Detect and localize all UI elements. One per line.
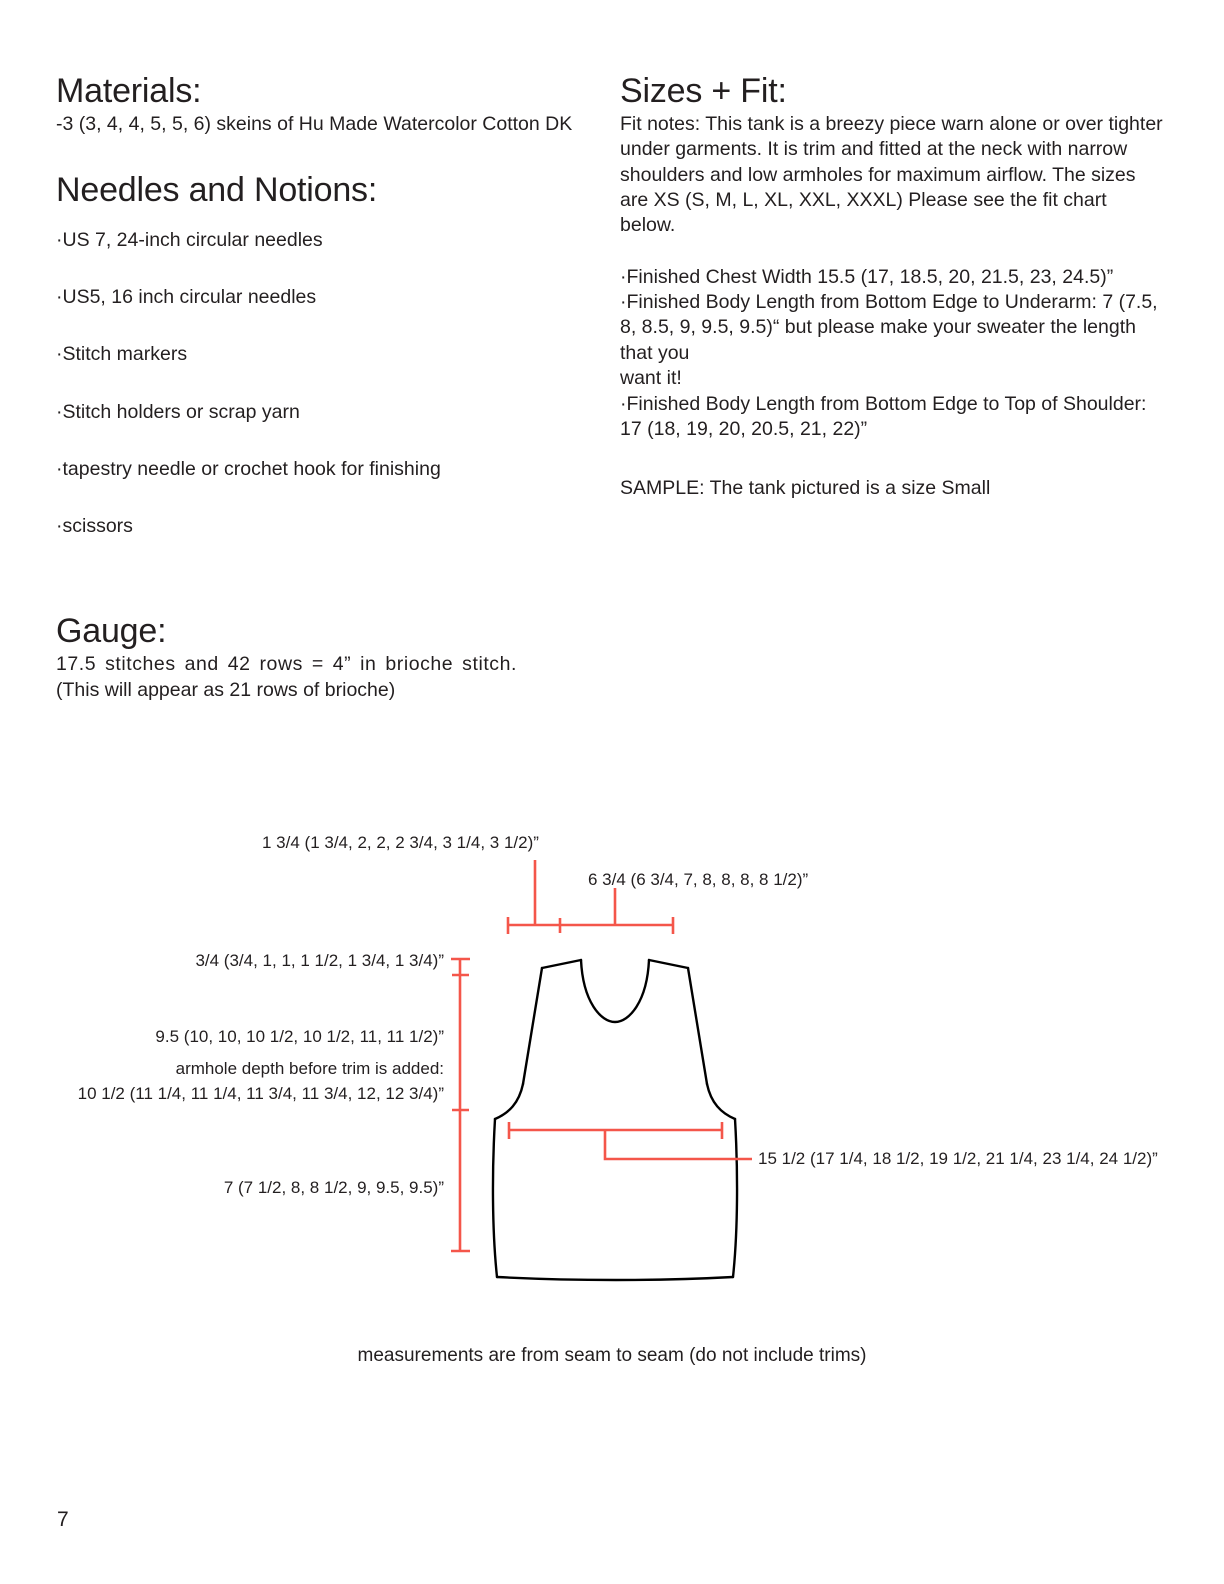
measurement-chest-width: ·Finished Chest Width 15.5 (17, 18.5, 20, 21.5, 23, 24.5)” [620, 265, 1114, 288]
spacer [56, 212, 596, 228]
measurement-body-length-shoulder: ·Finished Body Length from Bottom Edge to Top of Shoulder: 17 (18, 19, 20, 20.5, 21, 22)” [620, 392, 1147, 440]
measurement-body-length-underarm: ·Finished Body Length from Bottom Edge to Underarm: 7 (7.5, 8, 8.5, 9, 9.5, 9.5)“ but please make your sweater the length that you [620, 291, 1158, 364]
label-chest-width: 15 1/2 (17 1/4, 18 1/2, 19 1/2, 21 1/4, 23 1/4, 24 1/2)” [758, 1149, 1158, 1168]
label-armhole-depth-raw: 10 1/2 (11 1/4, 11 1/4, 11 3/4, 11 3/4, 12, 12 3/4)” [77, 1084, 444, 1103]
left-column [56, 72, 596, 572]
sizes-fit-heading: Sizes + Fit: [620, 72, 787, 110]
label-neck-width: 6 3/4 (6 3/4, 7, 8, 8, 8, 8 1/2)” [588, 870, 809, 889]
label-body-length: 7 (7 1/2, 8, 8 1/2, 9, 9.5, 9.5)” [223, 1178, 444, 1197]
garment-left-side-upper [523, 968, 542, 1084]
sample-note: SAMPLE: The tank pictured is a size Small [620, 477, 991, 500]
list-item: ·Stitch markers [56, 343, 188, 366]
list-item: ·tapestry needle or crochet hook for finishing [56, 457, 441, 480]
label-shoulder-slope: 3/4 (3/4, 1, 1, 1 1/2, 1 3/4, 1 3/4)” [195, 951, 444, 970]
gauge-line-1: 17.5 stitches and 42 rows = 4” in brioche stitch. [56, 653, 517, 676]
garment-right-shoulder [649, 960, 688, 968]
spacer [620, 442, 1165, 476]
fit-notes-text: Fit notes: This tank is a breezy piece warn alone or over tighter under garments. It is trim and fitted at the neck with narrow shoulders and low armholes for maximum airflow. The sizes are XS (S, M, L, XL, XXL, XXXL) Please see the fit chart below. [620, 113, 1163, 237]
materials-heading: Materials: [56, 72, 202, 110]
garment-right-body-side [733, 1119, 737, 1277]
label-armhole-depth-finished: 9.5 (10, 10, 10 1/2, 10 1/2, 11, 11 1/2)” [155, 1027, 444, 1046]
schematic-caption: measurements are from seam to seam (do not include trims) [357, 1345, 867, 1366]
garment-hem [497, 1277, 733, 1280]
label-shoulder-width: 1 3/4 (1 3/4, 2, 2, 2 3/4, 3 1/4, 3 1/2)” [262, 833, 539, 852]
garment-right-side-upper [688, 968, 707, 1084]
garment-left-armhole [495, 1084, 523, 1119]
chest-width-leader [605, 1130, 752, 1159]
spacer [620, 239, 1165, 265]
gauge-heading: Gauge: [56, 612, 167, 650]
spacer [56, 137, 596, 171]
materials-text: -3 (3, 4, 4, 5, 5, 6) skeins of Hu Made Watercolor Cotton DK [56, 113, 573, 136]
list-item: ·US 7, 24-inch circular needles [56, 228, 323, 251]
page-number: 7 [57, 1508, 69, 1531]
list-item: ·US5, 16 inch circular needles [56, 285, 317, 308]
list-item: ·Stitch holders or scrap yarn [56, 400, 300, 423]
needles-notions-heading: Needles and Notions: [56, 171, 378, 210]
gauge-line-2: (This will appear as 21 rows of brioche) [56, 678, 396, 701]
list-item: ·scissors [56, 515, 133, 538]
garment-left-body-side [493, 1119, 497, 1277]
right-column [620, 72, 1165, 502]
garment-neckline [581, 960, 649, 1022]
garment-right-armhole [707, 1084, 735, 1119]
gauge-section [56, 612, 696, 704]
garment-left-shoulder [542, 960, 581, 968]
finished-measurements-list [620, 265, 1165, 442]
label-armhole-depth-note: armhole depth before trim is added: [175, 1059, 444, 1078]
measurement-want-it-note: want it! [620, 367, 682, 390]
